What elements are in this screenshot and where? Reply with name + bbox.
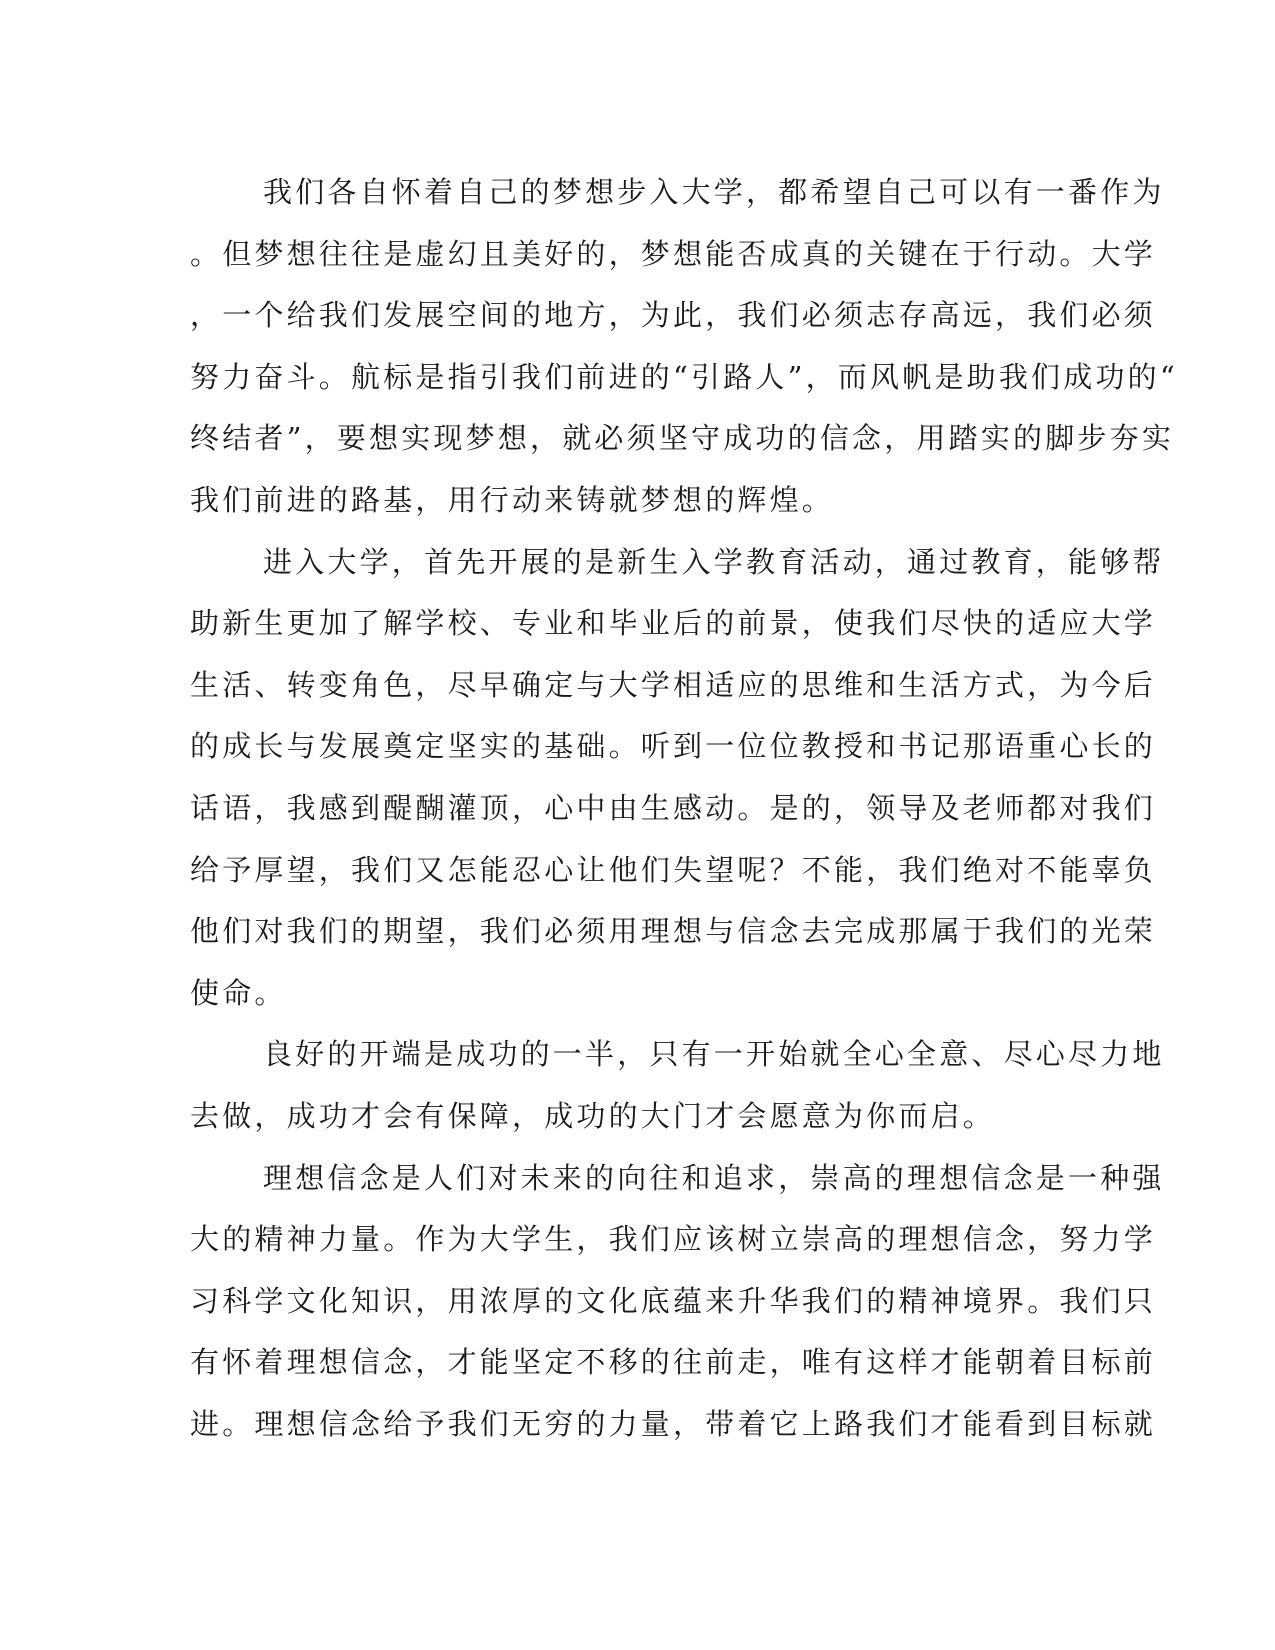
text-line: ，一个给我们发展空间的地方，为此，我们必须志存高远，我们必须 bbox=[190, 298, 1157, 333]
text-line: 习科学文化知识，用浓厚的文化底蕴来升华我们的精神境界。我们只 bbox=[190, 1283, 1157, 1318]
text-line: 我们各自怀着自己的梦想步入大学，都希望自己可以有一番作为 bbox=[263, 175, 1165, 209]
text-line: 良好的开端是成功的一半，只有一开始就全心全意、尽心尽力地 bbox=[263, 1037, 1165, 1072]
paragraph bbox=[190, 1024, 1165, 1147]
text-line: 使命。 bbox=[190, 975, 287, 1010]
text-line: 理想信念是人们对未来的向往和追求，崇高的理想信念是一种强 bbox=[263, 1160, 1165, 1195]
text-line: 我们前进的路基，用行动来铸就梦想的辉煌。 bbox=[190, 482, 835, 517]
text-line: 去做，成功才会有保障，成功的大门才会愿意为你而启。 bbox=[190, 1098, 996, 1133]
text-line: 生活、转变角色，尽早确定与大学相适应的思维和生活方式，为今后 bbox=[190, 667, 1157, 702]
paragraph bbox=[190, 1148, 1165, 1456]
text-line: 大的精神力量。作为大学生，我们应该树立崇高的理想信念，努力学 bbox=[190, 1222, 1157, 1257]
text-line: 他们对我们的期望，我们必须用理想与信念去完成那属于我们的光荣 bbox=[190, 914, 1157, 949]
text-line: 给予厚望，我们又怎能忍心让他们失望呢？不能，我们绝对不能辜负 bbox=[190, 852, 1157, 887]
document-body bbox=[190, 162, 1178, 1455]
paragraph bbox=[190, 532, 1165, 1025]
text-line: 努力奋斗。航标是指引我们前进的“引路人”，而风帆是助我们成功的“ bbox=[190, 359, 1178, 394]
text-line: 有怀着理想信念，才能坚定不移的往前走，唯有这样才能朝着目标前 bbox=[190, 1345, 1157, 1380]
text-line: 进入大学，首先开展的是新生入学教育活动，通过教育，能够帮 bbox=[263, 544, 1165, 579]
text-line: 话语，我感到醍醐灌顶，心中由生感动。是的，领导及老师都对我们 bbox=[190, 790, 1157, 825]
text-line: 终结者”，要想实现梦想，就必须坚守成功的信念，用踏实的脚步夯实 bbox=[190, 421, 1175, 456]
text-line: 。但梦想往往是虚幻且美好的，梦想能否成真的关键在于行动。大学 bbox=[190, 236, 1157, 271]
text-line: 进。理想信念给予我们无穷的力量，带着它上路我们才能看到目标就 bbox=[190, 1406, 1157, 1441]
paragraph bbox=[190, 162, 1178, 532]
text-line: 的成长与发展奠定坚实的基础。听到一位位教授和书记那语重心长的 bbox=[190, 729, 1157, 764]
text-line: 助新生更加了解学校、专业和毕业后的前景，使我们尽快的适应大学 bbox=[190, 606, 1157, 641]
